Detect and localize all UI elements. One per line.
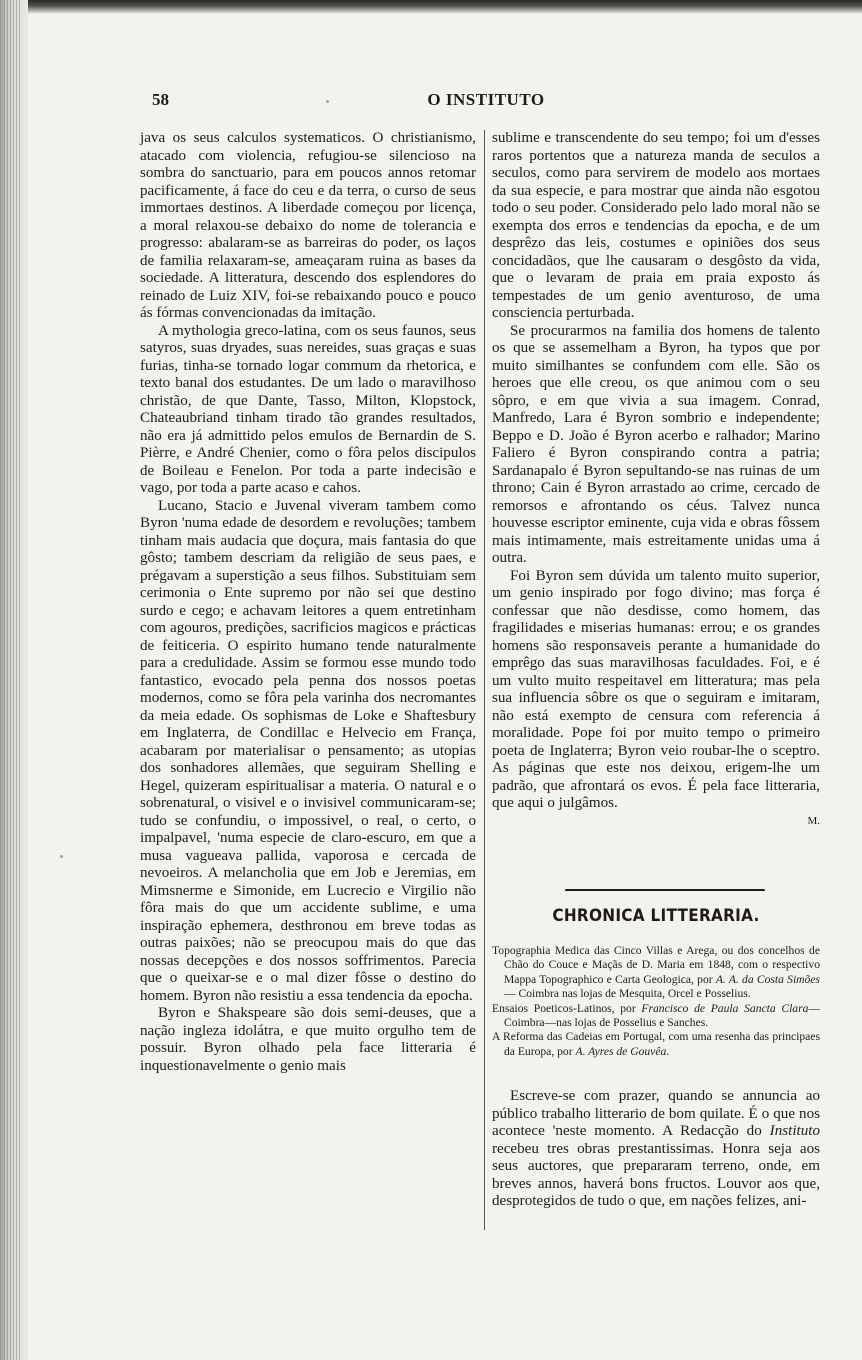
bibliography-entry — [492, 1002, 820, 1031]
right-column — [492, 130, 820, 830]
bibliography-list — [492, 944, 820, 1059]
section-divider-rule — [565, 889, 765, 892]
paragraph: Lucano, Stacio e Juvenal viveram tambem como Byron 'numa edade de desordem e revoluções; tambem tinham mais audacia que doçura, mais fantasia do que gôsto; tambem descriam da religião de seus paes, e prégavam a superstição a seus filhos. Substituiam sem cerimonia o Ente supremo por não sei que destino surdo e cego; e achavam leitores a quem entretinham com agouros, predições, sacrificios magicos e prácticas de feiticeria. O espirito humano tende naturalmente para a credulidade. Assim se formou esse mundo todo fantastico, evocado pela penna dos nossos poetas modernos, como se fôra pela varinha dos necromantes da meia edade. Os sophismas de Loke e Shaftesbury em Inglaterra, de Condillac e Helvecio em França, acabaram por materialisar o pensamento; as utopias dos sonhadores allemães, que seguiram Shelling e Hegel, quizeram espiritualisar a materia. O natural e o sobrenatural, o visivel e o invisivel communicaram-se; tudo se confundiu, o impossivel, o real, o certo, o impalpavel, 'numa especie de claro-escuro, em que a musa vagueava pallida, vaporosa e cercada de nevoeiros. A melancholia que em Job e Jeremias, em Mimsnerme e Simonide, em Lucrecio e Virgilio não fôra mais do que um accidente sublime, e uma inspiração ephemera, desthronou em breve todas as outras paixões; não se preocupou mais do que das nossas decepções e dos nossos soffrimentos. Parecia que o queixar-se e o mal dizer fôsse o destino do homem. Byron não resistiu a essa tendencia da epocha. — [140, 497, 476, 1004]
entry-title: A Reforma das Cadeias em Portugal, com uma resenha das principaes da Europa, por — [492, 1030, 820, 1058]
bibliography-entry — [492, 1030, 820, 1059]
entry-imprint: . — [666, 1044, 670, 1058]
journal-name: Instituto — [769, 1123, 820, 1139]
author-signature: M. — [807, 814, 820, 827]
page-number: 58 — [152, 90, 169, 109]
entry-author: Francisco de Paula Sancta Clara — [641, 1001, 809, 1015]
entry-title: Ensaios Poeticos-Latinos, por — [492, 1001, 642, 1015]
paragraph: java os seus calculos systematicos. O christianismo, atacado com violencia, refugiou-se silencioso na sombra do sanctuario, para em poucos annos retomar pacificamente, á face do ceu e da terra, o curso de seus immortaes destinos. A liberdade começou por licença, a moral relaxou-se debaixo do nome de tolerancia e progresso: abalaram-se as barreiras do poder, os laços de familia relaxaram-se, ameaçaram ruina as bases da sociedade. A litteratura, descendo dos esplendores do reinado de Luiz XIV, foi-se rebaixando pouco e pouco ás fórmas convencionadas da imitação. — [140, 130, 476, 321]
page-top-edge — [28, 0, 862, 14]
paragraph: Se procurarmos na familia dos homens de talento os que se assemelham a Byron, ha typos que por muito similhantes se confundem com elle. São os heroes que elle creou, os que animou com o seu sôpro, e em que vivia a sua imagem. Conrad, Manfredo, Lara é Byron sombrio e independente; Beppo e D. João é Byron acerbo e ralhador; Marino Faliero é Byron conspirando contra a patria; Sardanapalo é Byron sepultando-se nas ruinas de um throno; Cain é Byron arrastado ao crime, cercado de remorsos e afrontando os céus. Talvez nunca houvesse escriptor eminente, cuja vida e obras fôssem mais intimamente, mais estreitamente unidas uma á outra. — [492, 322, 820, 566]
page-header — [152, 90, 820, 114]
entry-imprint: —Coimbra—nas lojas de Posselius e Sanches. — [504, 1001, 820, 1030]
book-binding-edge — [0, 0, 28, 1360]
paragraph: A mythologia greco-latina, com os seus faunos, seus satyros, suas dryades, suas nereides, suas graças e suas furias, tinha-se tornado logar commum da rhetorica, e texto banal dos estudantes. De um lado o maravilhoso christão, de que Dante, Tasso, Milton, Klopstock, Chateaubriand tinham tirado tão grandes resultados, não era já admittido pelos emulos de Bernardin de S. Pièrre, e André Chenier, como o fôra pelos discipulos de Boileau e Fenelon. Por toda a parte indecisão e vago, por toda a parte acaso e cahos. — [140, 322, 476, 496]
left-column — [140, 130, 476, 1075]
paragraph: Byron e Shakspeare são dois semi-deuses, que a nação ingleza idolátra, e que muito orgulho tem de possuir. Byron olhado pela face litteraria é inquestionavelmente o genio mais — [140, 1005, 476, 1074]
entry-imprint: — Coimbra nas lojas de Mesquita, Orcel e Posselius. — [504, 987, 751, 1001]
paper-speck — [326, 100, 329, 103]
paragraph — [492, 1088, 820, 1211]
body-text: recebeu tres obras prestantissimas. Honra seja aos seus auctores, que prepararam terreno, onde, em breves annos, haverá bons fructos. Louvor aos que, desprotegidos de tudo o que, em nações felizes, ani- — [492, 1140, 820, 1209]
chronica-body — [492, 1088, 820, 1211]
binding-shadow — [4, 0, 22, 1360]
running-title: O INSTITUTO — [427, 90, 545, 109]
paragraph: Foi Byron sem dúvida um talento muito superior, um genio inspirado por fogo divino; mas força é confessar que não desdisse, como homem, das fragilidades e miserias humanas: errou; e os grandes homens são responsaveis perante a humanidade do emprêgo das suas maravilhosas faculdades. Foi, e é um vulto muito respeitavel em litteratura; mas pela sua influencia sôbre os que o seguiram e imitaram, não está exempto de censura com referencia á moralidade. Pope foi por muito tempo o primeiro poeta de Inglaterra; Byron veio roubar-lhe o sceptro. As páginas que este nos deixou, erigem-lhe um padrão, que afrontará os evos. É pela face litteraria, que aqui o julgâmos. — [492, 567, 820, 811]
paragraph: sublime e transcendente do seu tempo; foi um d'esses raros portentos que a natureza manda de seculos a seculos, como para servirem de modelo aos mortaes da sua especie, e para mostrar que ainda não esgotou todo o seu poder. Considerado pelo lado moral não se exempta dos erros e tendencias da epocha, e de um desprêzo das leis, costumes e opiniões dos seus concidadãos, que lhe causaram o desgôsto da vida, que o levaram de praia em praia exposto ás tempestades de um genio aventuroso, de uma consciencia perturbada. — [492, 130, 820, 321]
entry-author: A. Ayres de Gouvêa — [575, 1044, 667, 1058]
entry-title: Topographia Medica das Cinco Villas e Arega, ou dos concelhos de Chão do Couce e Maçãs de D. Maria em 1848, com o respectivo Mappa Topographico e Carta Geologica, por — [492, 944, 820, 986]
bibliography-entry — [492, 944, 820, 1002]
column-divider — [484, 130, 485, 1230]
entry-author: A. A. da Costa Simões — [715, 972, 820, 986]
body-text: Escreve-se com prazer, quando se annuncia ao público trabalho litterario de bom quilate. É o que nos acontece 'neste momento. A Redacção do — [492, 1088, 820, 1139]
section-title: CHRONICA LITTERARIA. — [552, 906, 760, 926]
paper-speck — [60, 855, 63, 858]
